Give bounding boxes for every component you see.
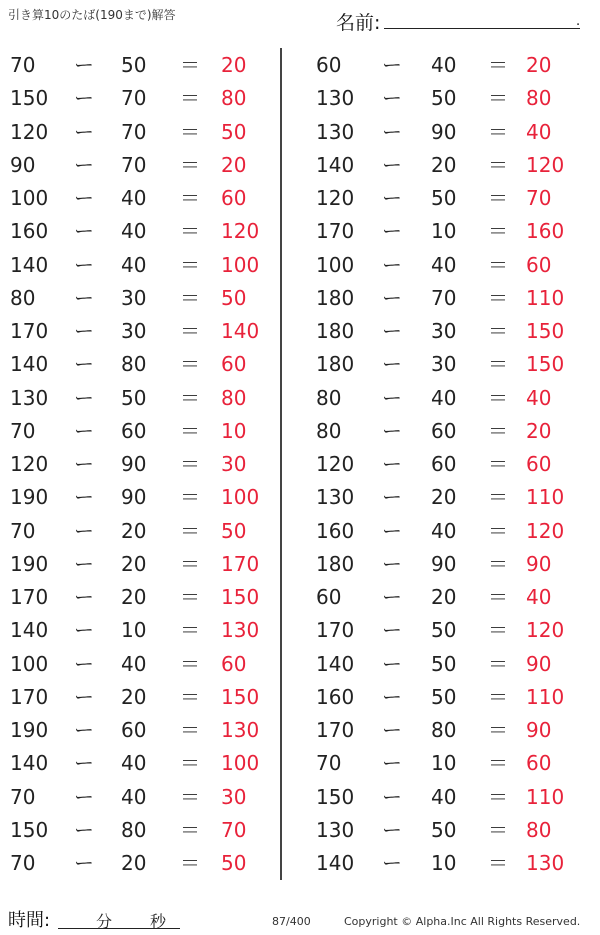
- minus-sign: ー: [382, 718, 402, 742]
- subtrahend: 90: [121, 452, 147, 476]
- subtrahend: 50: [431, 651, 457, 676]
- answer: 130: [221, 618, 260, 643]
- minuend: 120: [10, 452, 49, 476]
- minuend: 70: [10, 851, 36, 875]
- minuend: 130: [316, 119, 355, 144]
- answer: 20: [221, 152, 247, 177]
- equals-sign: ＝: [488, 186, 508, 210]
- subtrahend: 20: [431, 585, 457, 609]
- answer: 70: [526, 186, 552, 210]
- answer: 80: [526, 817, 552, 842]
- minus-sign: ー: [382, 385, 402, 410]
- minus-sign: ー: [74, 285, 94, 310]
- minuend: 60: [316, 53, 342, 77]
- answer: 90: [526, 551, 552, 576]
- subtrahend: 40: [431, 53, 457, 77]
- minus-sign: ー: [382, 152, 402, 177]
- minuend: 150: [10, 86, 49, 111]
- subtrahend: 60: [121, 718, 147, 742]
- answer: 110: [526, 684, 565, 709]
- minuend: 170: [10, 319, 49, 343]
- subtrahend: 70: [121, 86, 147, 111]
- minus-sign: ー: [74, 784, 94, 809]
- subtrahend: 40: [431, 784, 457, 809]
- subtrahend: 70: [431, 285, 457, 310]
- minuend: 170: [10, 585, 49, 609]
- answer: 50: [221, 285, 247, 310]
- minus-sign: ー: [382, 285, 402, 310]
- minus-sign: ー: [382, 817, 402, 842]
- minus-sign: ー: [382, 585, 402, 609]
- minus-sign: ー: [74, 651, 94, 676]
- minuend: 100: [316, 252, 355, 277]
- equals-sign: ＝: [180, 784, 200, 809]
- minus-sign: ー: [382, 518, 402, 543]
- answer: 150: [221, 585, 260, 609]
- equals-sign: ＝: [180, 817, 200, 842]
- subtrahend: 50: [431, 86, 457, 111]
- subtrahend: 20: [121, 684, 147, 709]
- equals-sign: ＝: [488, 817, 508, 842]
- minus-sign: ー: [74, 252, 94, 277]
- subtrahend: 90: [431, 551, 457, 576]
- minus-sign: ー: [74, 152, 94, 177]
- equals-sign: ＝: [488, 585, 508, 609]
- minuend: 80: [10, 285, 36, 310]
- minuend: 120: [316, 186, 355, 210]
- minus-sign: ー: [74, 817, 94, 842]
- seconds-label: 秒: [150, 912, 167, 931]
- subtrahend: 50: [431, 684, 457, 709]
- equals-sign: ＝: [488, 618, 508, 643]
- equals-sign: ＝: [180, 651, 200, 676]
- minus-sign: ー: [74, 119, 94, 144]
- minus-sign: ー: [382, 119, 402, 144]
- equals-sign: ＝: [180, 718, 200, 742]
- answer: 50: [221, 851, 247, 875]
- equals-sign: ＝: [488, 385, 508, 410]
- answer: 10: [221, 418, 247, 443]
- subtrahend: 40: [121, 651, 147, 676]
- time-label: 時間:: [8, 910, 51, 931]
- minus-sign: ー: [74, 319, 94, 343]
- minuend: 190: [10, 551, 49, 576]
- equals-sign: ＝: [180, 418, 200, 443]
- equals-sign: ＝: [488, 651, 508, 676]
- minuend: 190: [10, 485, 49, 510]
- equals-sign: ＝: [180, 518, 200, 543]
- minuend: 180: [316, 352, 355, 377]
- subtrahend: 20: [121, 518, 147, 543]
- minuend: 190: [10, 718, 49, 742]
- minus-sign: ー: [74, 86, 94, 111]
- answer: 100: [221, 751, 260, 776]
- subtrahend: 20: [431, 485, 457, 510]
- answer: 120: [526, 618, 565, 643]
- minuend: 150: [10, 817, 49, 842]
- equals-sign: ＝: [180, 186, 200, 210]
- minus-sign: ー: [74, 751, 94, 776]
- answer: 60: [526, 452, 552, 476]
- subtrahend: 20: [121, 585, 147, 609]
- equals-sign: ＝: [488, 219, 508, 244]
- minuend: 120: [316, 452, 355, 476]
- name-period: .: [576, 14, 581, 29]
- minuend: 160: [10, 219, 49, 244]
- answer: 20: [526, 418, 552, 443]
- minus-sign: ー: [382, 319, 402, 343]
- page-number: 87/400: [272, 915, 311, 928]
- minus-sign: ー: [74, 618, 94, 643]
- equals-sign: ＝: [488, 352, 508, 377]
- equals-sign: ＝: [180, 385, 200, 410]
- subtrahend: 70: [121, 152, 147, 177]
- minuend: 80: [316, 385, 342, 410]
- minus-sign: ー: [74, 585, 94, 609]
- minus-sign: ー: [382, 551, 402, 576]
- answer: 50: [221, 518, 247, 543]
- answer: 170: [221, 551, 260, 576]
- answer: 40: [526, 585, 552, 609]
- subtrahend: 40: [431, 385, 457, 410]
- subtrahend: 20: [431, 152, 457, 177]
- equals-sign: ＝: [488, 86, 508, 111]
- minus-sign: ー: [382, 485, 402, 510]
- subtrahend: 30: [431, 352, 457, 377]
- minus-sign: ー: [74, 551, 94, 576]
- equals-sign: ＝: [180, 219, 200, 244]
- subtrahend: 50: [431, 186, 457, 210]
- subtrahend: 30: [121, 319, 147, 343]
- minus-sign: ー: [382, 86, 402, 111]
- minus-sign: ー: [382, 618, 402, 643]
- answer: 120: [526, 518, 565, 543]
- minus-sign: ー: [382, 651, 402, 676]
- answer: 40: [526, 385, 552, 410]
- equals-sign: ＝: [488, 319, 508, 343]
- minuend: 140: [10, 751, 49, 776]
- minus-sign: ー: [382, 219, 402, 244]
- equals-sign: ＝: [488, 485, 508, 510]
- subtrahend: 50: [431, 817, 457, 842]
- minuend: 140: [10, 352, 49, 377]
- answer: 50: [221, 119, 247, 144]
- name-underline: [384, 28, 580, 29]
- equals-sign: ＝: [488, 53, 508, 77]
- minuend: 130: [316, 817, 355, 842]
- subtrahend: 40: [431, 518, 457, 543]
- subtrahend: 60: [431, 452, 457, 476]
- equals-sign: ＝: [180, 585, 200, 609]
- minus-sign: ー: [382, 784, 402, 809]
- minuend: 70: [10, 418, 36, 443]
- minus-sign: ー: [74, 418, 94, 443]
- subtrahend: 10: [121, 618, 147, 643]
- minuend: 170: [10, 684, 49, 709]
- answer: 150: [221, 684, 260, 709]
- equals-sign: ＝: [488, 285, 508, 310]
- equals-sign: ＝: [180, 684, 200, 709]
- equals-sign: ＝: [180, 53, 200, 77]
- answer: 120: [526, 152, 565, 177]
- equals-sign: ＝: [180, 485, 200, 510]
- minuend: 170: [316, 618, 355, 643]
- minuend: 130: [316, 485, 355, 510]
- answer: 30: [221, 452, 247, 476]
- minus-sign: ー: [74, 186, 94, 210]
- equals-sign: ＝: [488, 751, 508, 776]
- minus-sign: ー: [382, 252, 402, 277]
- subtrahend: 30: [431, 319, 457, 343]
- subtrahend: 50: [431, 618, 457, 643]
- equals-sign: ＝: [488, 152, 508, 177]
- minuend: 140: [316, 651, 355, 676]
- equals-sign: ＝: [180, 252, 200, 277]
- answer: 60: [526, 751, 552, 776]
- answer: 40: [526, 119, 552, 144]
- subtrahend: 60: [121, 418, 147, 443]
- subtrahend: 10: [431, 219, 457, 244]
- minuend: 130: [316, 86, 355, 111]
- minutes-label: 分: [96, 912, 113, 931]
- answer: 60: [221, 352, 247, 377]
- equals-sign: ＝: [180, 452, 200, 476]
- answer: 100: [221, 252, 260, 277]
- equals-sign: ＝: [180, 551, 200, 576]
- minuend: 70: [316, 751, 342, 776]
- minus-sign: ー: [382, 452, 402, 476]
- equals-sign: ＝: [488, 784, 508, 809]
- answer: 130: [221, 718, 260, 742]
- equals-sign: ＝: [488, 418, 508, 443]
- equals-sign: ＝: [488, 252, 508, 277]
- answer: 80: [526, 86, 552, 111]
- equals-sign: ＝: [180, 352, 200, 377]
- minuend: 100: [10, 186, 49, 210]
- minuend: 170: [316, 718, 355, 742]
- answer: 140: [221, 319, 260, 343]
- answer: 70: [221, 817, 247, 842]
- subtrahend: 80: [431, 718, 457, 742]
- minus-sign: ー: [74, 684, 94, 709]
- copyright-notice: Copyright © Alpha.Inc All Rights Reserved.: [344, 915, 581, 928]
- minuend: 120: [10, 119, 49, 144]
- equals-sign: ＝: [180, 751, 200, 776]
- equals-sign: ＝: [488, 851, 508, 875]
- answer: 80: [221, 385, 247, 410]
- subtrahend: 40: [121, 219, 147, 244]
- answer: 80: [221, 86, 247, 111]
- minus-sign: ー: [382, 851, 402, 875]
- minuend: 150: [316, 784, 355, 809]
- subtrahend: 40: [121, 751, 147, 776]
- minus-sign: ー: [382, 352, 402, 377]
- subtrahend: 10: [431, 851, 457, 875]
- minus-sign: ー: [382, 418, 402, 443]
- equals-sign: ＝: [180, 285, 200, 310]
- minus-sign: ー: [74, 485, 94, 510]
- equals-sign: ＝: [180, 851, 200, 875]
- minus-sign: ー: [74, 385, 94, 410]
- equals-sign: ＝: [180, 86, 200, 111]
- equals-sign: ＝: [488, 684, 508, 709]
- minuend: 70: [10, 53, 36, 77]
- minuend: 140: [316, 152, 355, 177]
- answer: 60: [221, 186, 247, 210]
- answer: 100: [221, 485, 260, 510]
- subtrahend: 40: [121, 186, 147, 210]
- answer: 110: [526, 485, 565, 510]
- equals-sign: ＝: [488, 718, 508, 742]
- subtrahend: 50: [121, 53, 147, 77]
- minuend: 140: [10, 618, 49, 643]
- equals-sign: ＝: [180, 319, 200, 343]
- equals-sign: ＝: [488, 119, 508, 144]
- answer: 120: [221, 219, 260, 244]
- subtrahend: 90: [431, 119, 457, 144]
- minuend: 170: [316, 219, 355, 244]
- answer: 150: [526, 319, 565, 343]
- answer: 30: [221, 784, 247, 809]
- subtrahend: 20: [121, 551, 147, 576]
- minuend: 90: [10, 152, 36, 177]
- minuend: 160: [316, 518, 355, 543]
- minus-sign: ー: [382, 751, 402, 776]
- equals-sign: ＝: [488, 452, 508, 476]
- answer: 160: [526, 219, 565, 244]
- equals-sign: ＝: [180, 618, 200, 643]
- minuend: 180: [316, 551, 355, 576]
- equals-sign: ＝: [180, 152, 200, 177]
- answer: 110: [526, 285, 565, 310]
- answer: 90: [526, 718, 552, 742]
- subtrahend: 20: [121, 851, 147, 875]
- subtrahend: 10: [431, 751, 457, 776]
- minus-sign: ー: [74, 452, 94, 476]
- subtrahend: 80: [121, 352, 147, 377]
- equals-sign: ＝: [180, 119, 200, 144]
- subtrahend: 40: [431, 252, 457, 277]
- answer: 130: [526, 851, 565, 875]
- subtrahend: 40: [121, 252, 147, 277]
- minuend: 180: [316, 319, 355, 343]
- answer: 110: [526, 784, 565, 809]
- column-divider: [280, 48, 282, 880]
- answer: 60: [526, 252, 552, 277]
- name-label: 名前:: [336, 12, 381, 34]
- minus-sign: ー: [74, 352, 94, 377]
- minuend: 70: [10, 784, 36, 809]
- minus-sign: ー: [74, 53, 94, 77]
- subtrahend: 50: [121, 385, 147, 410]
- minus-sign: ー: [74, 718, 94, 742]
- answer: 60: [221, 651, 247, 676]
- minus-sign: ー: [74, 518, 94, 543]
- name-field: [336, 8, 586, 34]
- subtrahend: 90: [121, 485, 147, 510]
- minuend: 160: [316, 684, 355, 709]
- subtrahend: 80: [121, 817, 147, 842]
- minus-sign: ー: [382, 684, 402, 709]
- answer: 20: [526, 53, 552, 77]
- answer: 150: [526, 352, 565, 377]
- minuend: 80: [316, 418, 342, 443]
- minus-sign: ー: [382, 186, 402, 210]
- answer: 90: [526, 651, 552, 676]
- minus-sign: ー: [382, 53, 402, 77]
- subtrahend: 40: [121, 784, 147, 809]
- equals-sign: ＝: [488, 518, 508, 543]
- minuend: 140: [316, 851, 355, 875]
- minus-sign: ー: [74, 851, 94, 875]
- minuend: 70: [10, 518, 36, 543]
- subtrahend: 30: [121, 285, 147, 310]
- equals-sign: ＝: [488, 551, 508, 576]
- minuend: 60: [316, 585, 342, 609]
- minuend: 140: [10, 252, 49, 277]
- minuend: 130: [10, 385, 49, 410]
- subtrahend: 60: [431, 418, 457, 443]
- minuend: 180: [316, 285, 355, 310]
- worksheet-title: 引き算10のたば(190まで)解答: [8, 8, 176, 22]
- minus-sign: ー: [74, 219, 94, 244]
- answer: 20: [221, 53, 247, 77]
- subtrahend: 70: [121, 119, 147, 144]
- minuend: 100: [10, 651, 49, 676]
